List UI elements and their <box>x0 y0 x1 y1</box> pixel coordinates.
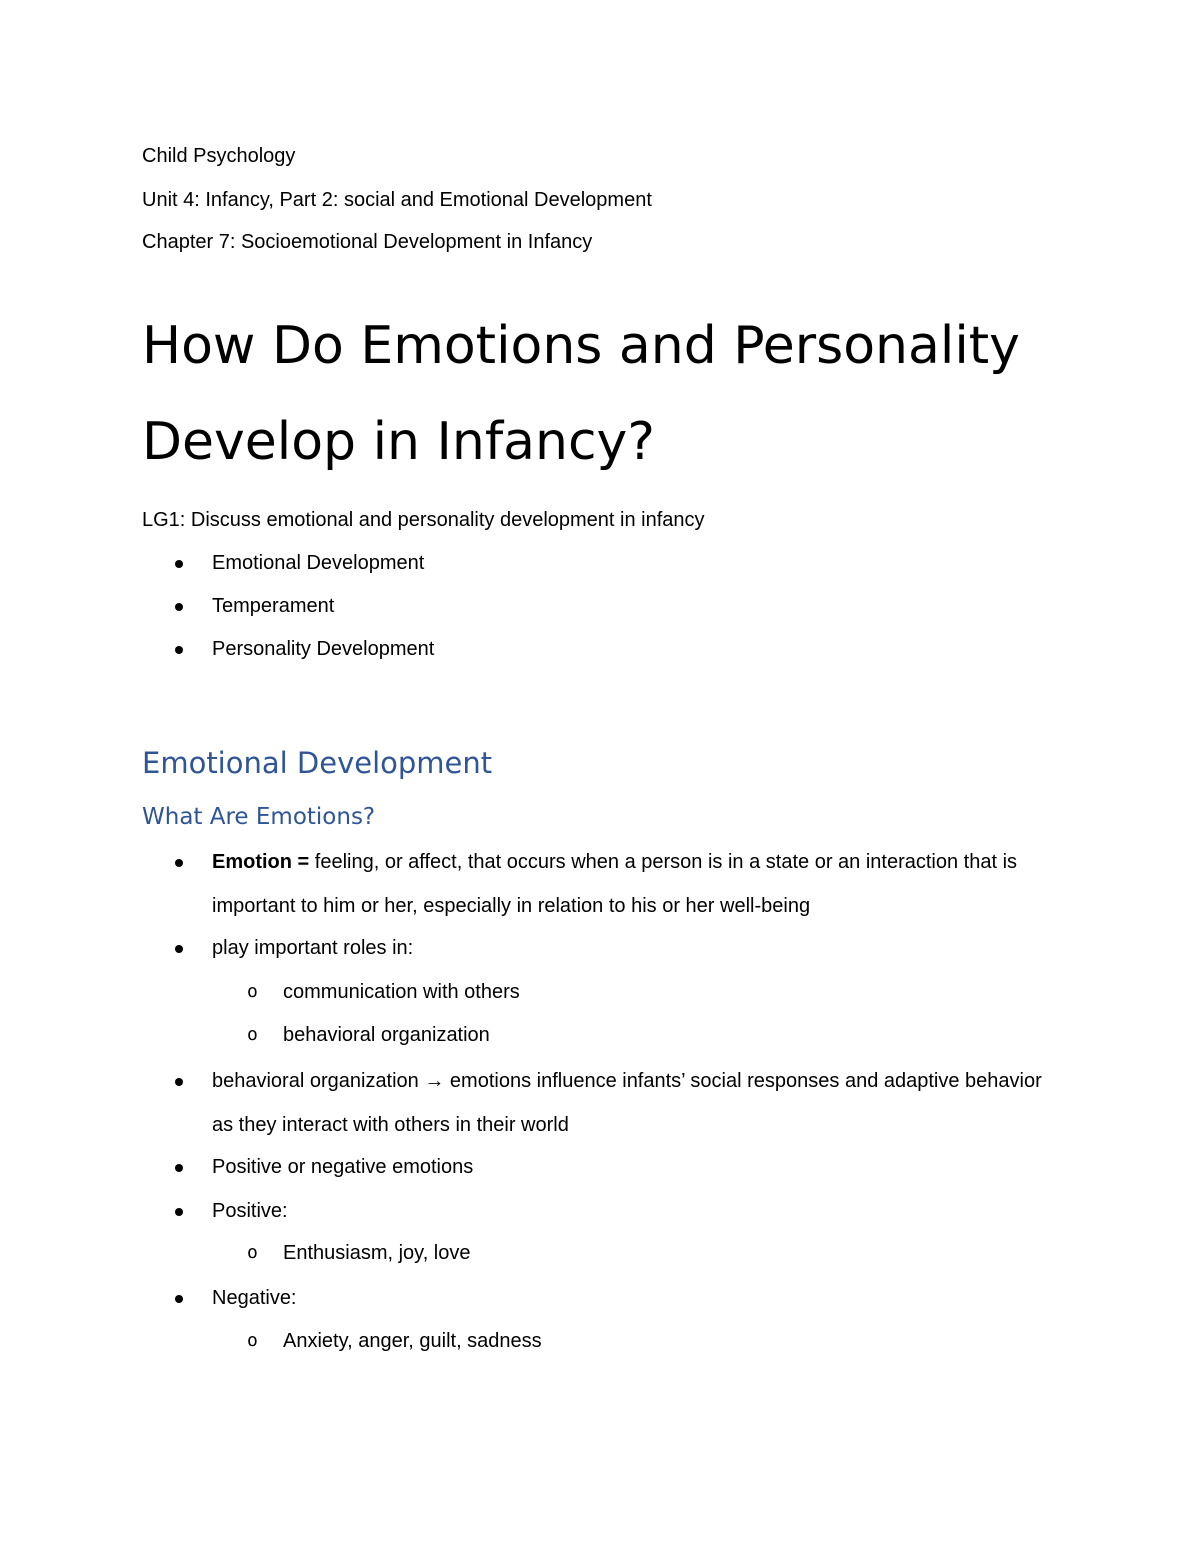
sub-list-item: o Anxiety, anger, guilt, sadness <box>283 1319 542 1363</box>
list-item: Personality Development <box>212 627 1092 671</box>
page-title: How Do Emotions and Personality Develop in Infancy? <box>142 316 1020 472</box>
list-item: Temperament <box>212 584 1092 628</box>
emotion-term: Emotion = <box>212 851 310 873</box>
learning-goal: LG1: Discuss emotional and personality development in infancy <box>142 509 705 531</box>
sub-list-item: o communication with others <box>283 970 520 1014</box>
sub-list-item: o Enthusiasm, joy, love <box>283 1231 471 1275</box>
unit-line: Unit 4: Infancy, Part 2: social and Emotional Development <box>142 189 652 211</box>
list-item: Positive or negative emotions <box>212 1145 1092 1189</box>
list-item: Emotional Development <box>212 541 1092 585</box>
list-item: play important roles in: <box>212 926 1092 970</box>
sub-list-item: o behavioral organization <box>283 1013 490 1057</box>
list-item-behavioral: behavioral organization → emotions influence infants’ social responses and adaptive behavior as they interact with others in their world <box>212 1059 1052 1147</box>
list-item: Positive: <box>212 1189 1092 1233</box>
course-name: Child Psychology <box>142 145 296 167</box>
section-heading: Emotional Development <box>142 746 493 780</box>
subsection-heading: What Are Emotions? <box>142 804 376 830</box>
list-item: Negative: <box>212 1276 1092 1320</box>
chapter-line: Chapter 7: Socioemotional Development in Infancy <box>142 231 593 253</box>
list-item-emotion-definition <box>212 840 1092 928</box>
emotion-definition: feeling, or affect, that occurs when a person is in a state or an interaction that is important to him or her, especially in relation to his or her well-being <box>212 851 1018 917</box>
